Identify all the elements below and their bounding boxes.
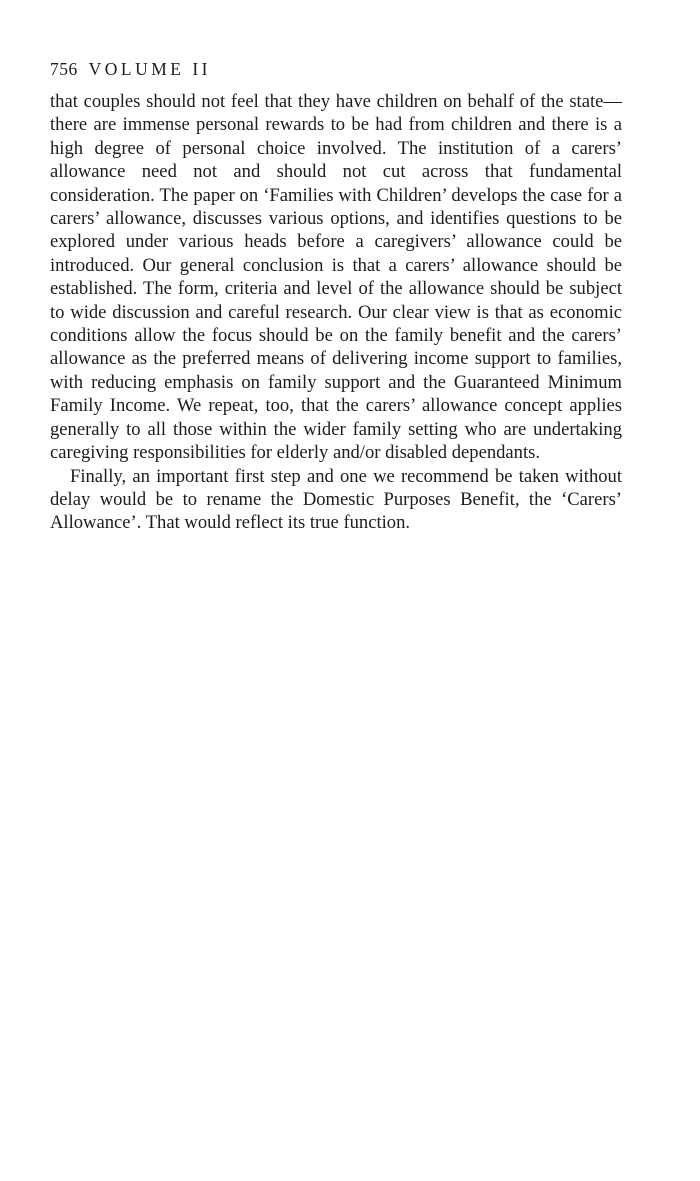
paragraph: Finally, an important first step and one we recommend be taken without delay would be to rename the Domestic Purposes Benefit, the ‘Carers’ Allowance’. That would reflect its true function. xyxy=(50,465,622,534)
paragraph: that couples should not feel that they have children on behalf of the state—there are immense personal rewards to be had from children and there is a high degree of personal choice involved. The institution of a carers’ allowance need not and should not cut across that fundamental consideration. The paper on ‘Families with Children’ develops the case for a carers’ allowance, discusses various options, and identifies questions to be explored under various heads before a caregivers’ allowance could be introduced. Our general conclusion is that a carers’ allowance should be established. The form, criteria and level of the allowance should be subject to wide discussion and careful research. Our clear view is that as economic conditions allow the focus should be on the family benefit and the carers’ allowance as the preferred means of delivering income support to families, with reducing emphasis on family support and the Guaranteed Minimum Family Income. We repeat, too, that the carers’ allowance concept applies generally to all those within the wider family setting who are undertaking caregiving responsibilities for elderly and/or disabled dependants. xyxy=(50,91,622,464)
page-number: 756 xyxy=(50,59,78,79)
running-head xyxy=(50,58,622,80)
book-page xyxy=(50,58,622,535)
volume-label: VOLUME II xyxy=(88,59,212,79)
body-text xyxy=(50,90,622,535)
